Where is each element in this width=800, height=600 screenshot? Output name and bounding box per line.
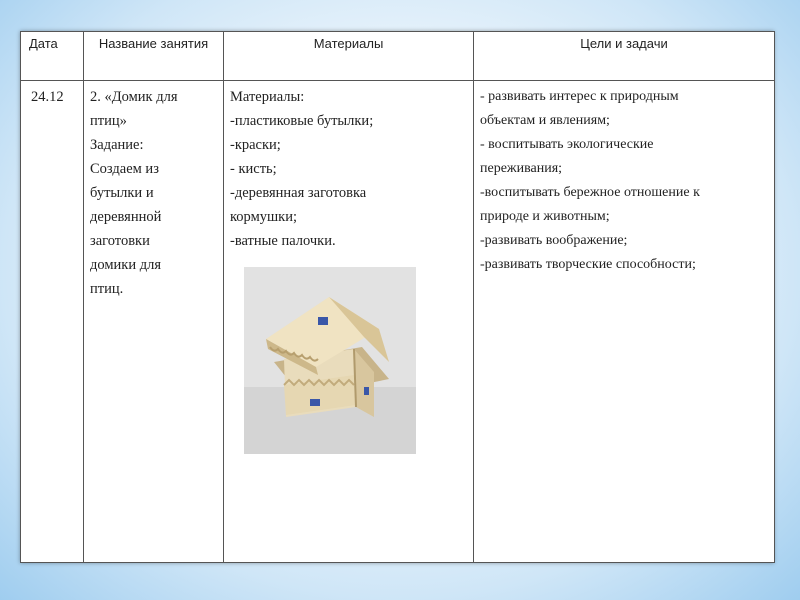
goal-line: природе и животным; xyxy=(480,209,610,224)
materials-line: -пластиковые бутылки; xyxy=(230,113,374,129)
materials-line: -деревянная заготовка xyxy=(230,185,367,201)
lesson-name-line: птиц» xyxy=(90,113,127,129)
goal-line: переживания; xyxy=(480,161,563,176)
goal-line: - развивать интерес к природным xyxy=(480,89,679,104)
materials-line: -краски; xyxy=(230,137,281,153)
slide xyxy=(20,31,774,563)
cell-goals xyxy=(474,81,775,563)
materials-line: -ватные палочки. xyxy=(230,233,336,249)
materials-line: - кисть; xyxy=(230,161,277,177)
cell-lesson-name xyxy=(84,81,224,563)
cell-date: 24.12 xyxy=(21,81,84,563)
materials-line: Материалы: xyxy=(230,89,305,105)
goal-line: -развивать воображение; xyxy=(480,233,628,248)
table-row xyxy=(21,81,775,563)
goal-line: объектам и явлениям; xyxy=(480,113,610,128)
lesson-name-line: 2. «Домик для xyxy=(90,89,178,105)
header-goals: Цели и задачи xyxy=(474,32,775,81)
goal-line: - воспитывать экологические xyxy=(480,137,654,152)
lesson-name-line: бутылки и xyxy=(90,185,154,201)
lesson-name-line: деревянной xyxy=(90,209,162,225)
birdhouse-illustration xyxy=(244,267,416,454)
materials-line: кормушки; xyxy=(230,209,298,225)
lesson-name-line: Создаем из xyxy=(90,161,159,177)
header-materials: Материалы xyxy=(224,32,474,81)
lesson-table xyxy=(20,31,775,563)
lesson-name-line: птиц. xyxy=(90,281,124,297)
goal-line: -воспитывать бережное отношение к xyxy=(480,185,700,200)
header-lesson-name: Название занятия xyxy=(84,32,224,81)
birdhouse-photo xyxy=(244,267,416,454)
lesson-name-line: домики для xyxy=(90,257,161,273)
lesson-name-line: Задание: xyxy=(90,137,144,153)
table-header-row xyxy=(21,32,775,81)
header-date: Дата xyxy=(21,32,84,81)
cell-materials xyxy=(224,81,474,563)
goal-line: -развивать творческие способности; xyxy=(480,257,696,272)
lesson-name-line: заготовки xyxy=(90,233,150,249)
